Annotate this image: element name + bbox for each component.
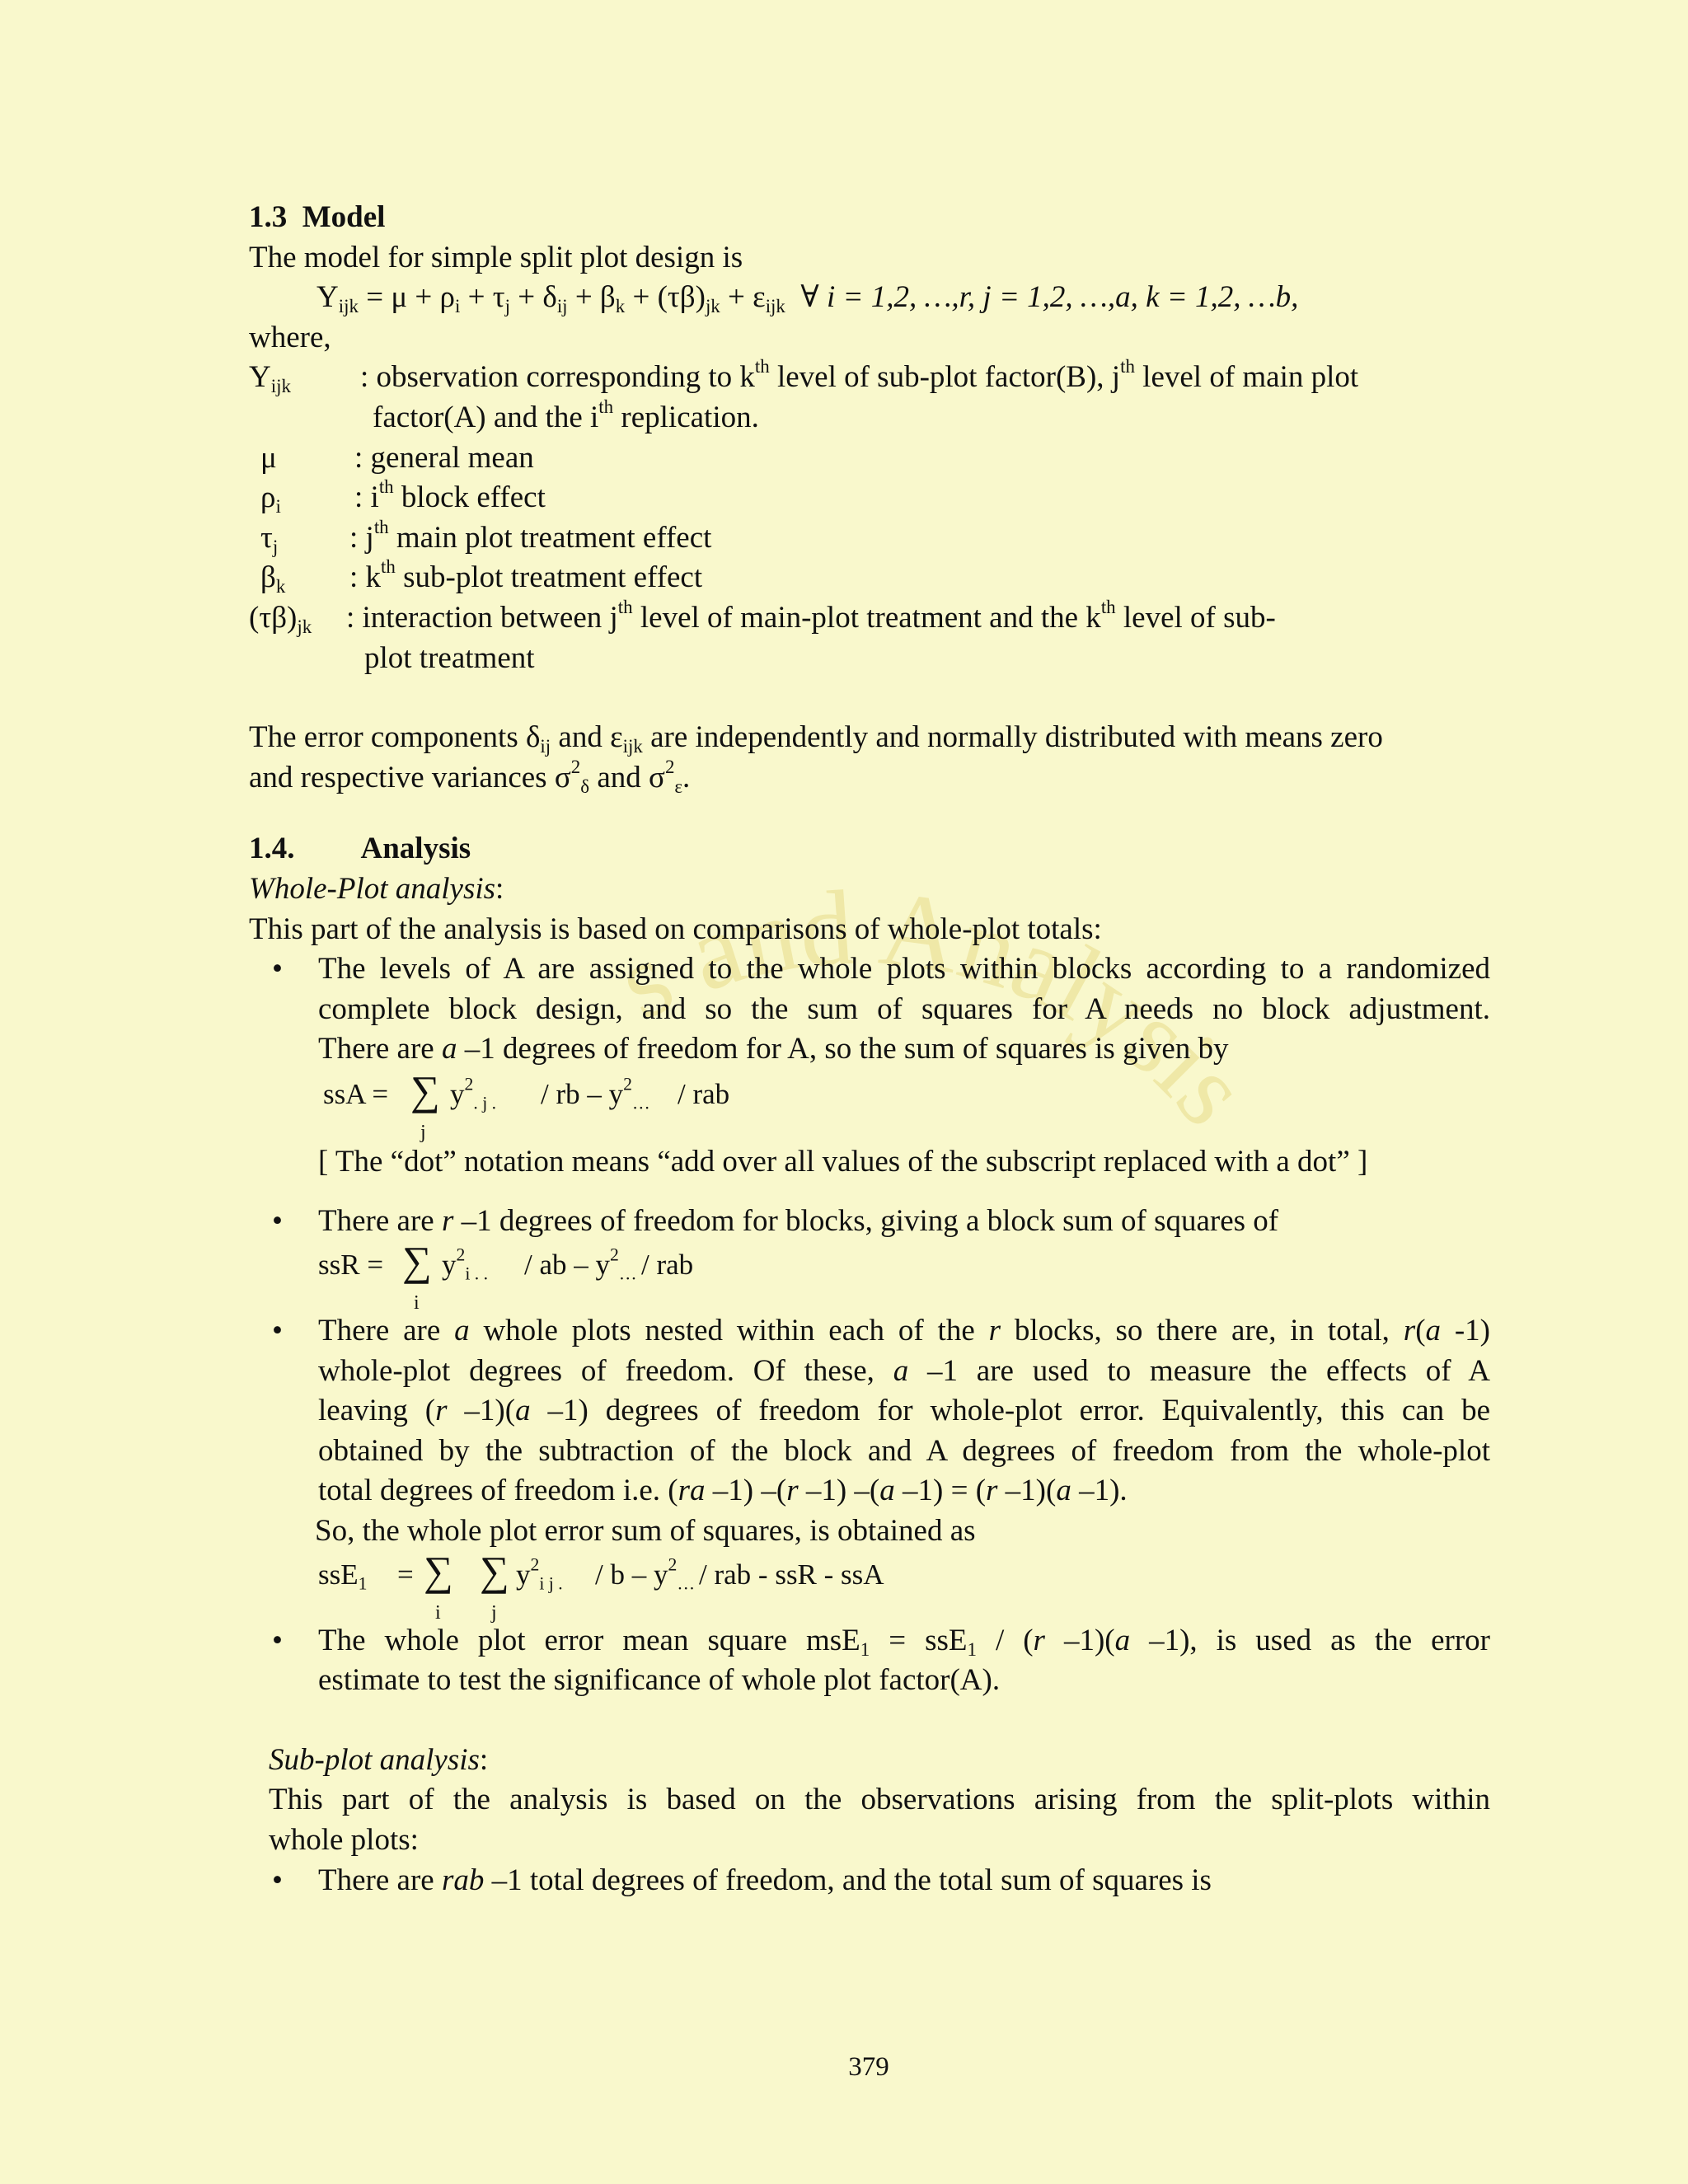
paragraph: whole plots: <box>269 1823 419 1857</box>
formula-ssA: ssA = ∑ j $y^2_{. j .}$ / rb – $y^2_\dots$ / rab <box>323 1066 730 1143</box>
term-definition: $\rho_i$ : $i^{th}$ block effect <box>260 476 546 518</box>
section-number: 1.3 <box>249 200 288 234</box>
model-equation: $Y_{ijk} = \mu + \rho_i + \tau_j + \delta_{ij} + \beta_k + (\tau\beta)_{jk} + \varepsilon_{ijk}$ ∀ i = 1,2, …,r, j = 1,2, …,a, k = 1,2, …b, <box>316 280 1299 317</box>
formula-ssR: ssR = ∑ i $y^2_{i . .}$ / ab – $y^2_\dots$ / rab <box>318 1238 694 1315</box>
svg-text:s and Analysis: s and Analysis <box>598 868 1272 1147</box>
term-definition: μ : general mean <box>260 440 534 475</box>
bullet-icon: • <box>272 1623 283 1657</box>
term-definition: $(\tau\beta)_{jk}$ : interaction between $j^{th}$ level of main-plot treatment and the $k^{th}$ level of sub- <box>249 596 1276 637</box>
term-definition: $Y_{ijk}$ : observation corresponding to $k^{th}$ level of sub-plot factor(B), $j^{th}$ level of main plot <box>249 356 1359 397</box>
bullet-item: • The levels of A are assigned to the whole plots within blocks according to a randomized complete block design, and so the sum of squares for A needs no block adjustment. There are a –1 degrees of freedom for A, so the sum of squares is given by ssA = ∑ j $y^2_{. j .}$ / rb – $y^2_\dots$ / rab [ The “dot” notation means “add over all values of the subscript replaced with a dot” ] <box>249 949 1490 1182</box>
bullet-icon: • <box>272 1863 283 1897</box>
paragraph: This part of the analysis is based on comparisons of whole-plot totals: <box>249 912 1102 946</box>
section-number: 1.4. <box>249 832 295 866</box>
section-heading-model <box>249 198 1490 238</box>
paragraph: This part of the analysis is based on the observations arising from the split-plots within <box>269 1783 1490 1817</box>
bullet-icon: • <box>272 1204 283 1239</box>
term-definition: $\tau_j$ : $j^{th}$ main plot treatment effect <box>260 516 712 557</box>
subsection-title: Whole-Plot analysis: <box>249 871 504 906</box>
section-title: Model <box>302 200 386 234</box>
paragraph: The model for simple split plot design is <box>249 240 743 274</box>
paragraph: where, <box>249 320 331 354</box>
bullet-icon: • <box>272 952 283 987</box>
page-number: 379 <box>848 2052 889 2082</box>
term-definition-cont: plot treatment <box>364 640 535 675</box>
term-definition-cont: factor(A) and the $i^{th}$ replication. <box>373 396 759 434</box>
paragraph: and respective variances $\sigma^2_\delta$ and $\sigma^2_\varepsilon$. <box>249 756 691 797</box>
paragraph: The error components $\delta_{ij}$ and $\varepsilon_{ijk}$ are independently and normally distributed with means zero <box>249 720 1383 757</box>
section-heading-analysis <box>249 829 1490 869</box>
document-page <box>249 198 1490 1900</box>
subsection-title: Sub-plot analysis: <box>269 1742 489 1777</box>
section-title: Analysis <box>360 832 471 866</box>
note: [ The “dot” notation means “add over all values of the subscript replaced with a dot” ] <box>318 1144 1368 1179</box>
bullet-icon: • <box>272 1314 283 1348</box>
subplot-section <box>249 1741 1490 1900</box>
bullet-item: • There are rab –1 total degrees of freedom, and the total sum of squares is <box>269 1861 1490 1901</box>
formula-ssE1: ssE$_1$ = ∑ i ∑ j $y^2_{i j .}$ / b – $y^2_\dots$ / rab - ssR - ssA <box>318 1547 884 1624</box>
bullet-item: • There are a whole plots nested within each of the r blocks, so there are, in total, r(a -1) whole-plot degrees of freedom. Of these, a –1 are used to measure the effects of A leaving (r –1)(a –1) degrees of freedom for whole-plot error. Equivalently, this can be obtained by the subtraction of the block and A degrees of freedom from the whole-plot total degrees of freedom i.e. (ra –1) –(r –1) –(a –1) = (r –1)(a –1). So, the whole plot error sum of squares, is obtained as ssE$_1$ = ∑ i ∑ j $y^2_{i j .}$ / b – $y^2_\dots$ / rab - ssR - ssA <box>249 1311 1490 1621</box>
bullet-item: • There are r –1 degrees of freedom for blocks, giving a block sum of squares of ssR = ∑ i $y^2_{i . .}$ / ab – $y^2_\dots$ / rab <box>249 1202 1490 1311</box>
bullet-item: • The whole plot error mean square msE$_1$ = ssE$_1$ / (r –1)(a –1), is used as the error estimate to test the significance of whole plot factor(A). <box>249 1621 1490 1701</box>
term-definition: $\beta_k$ : $k^{th}$ sub-plot treatment effect <box>260 556 703 598</box>
